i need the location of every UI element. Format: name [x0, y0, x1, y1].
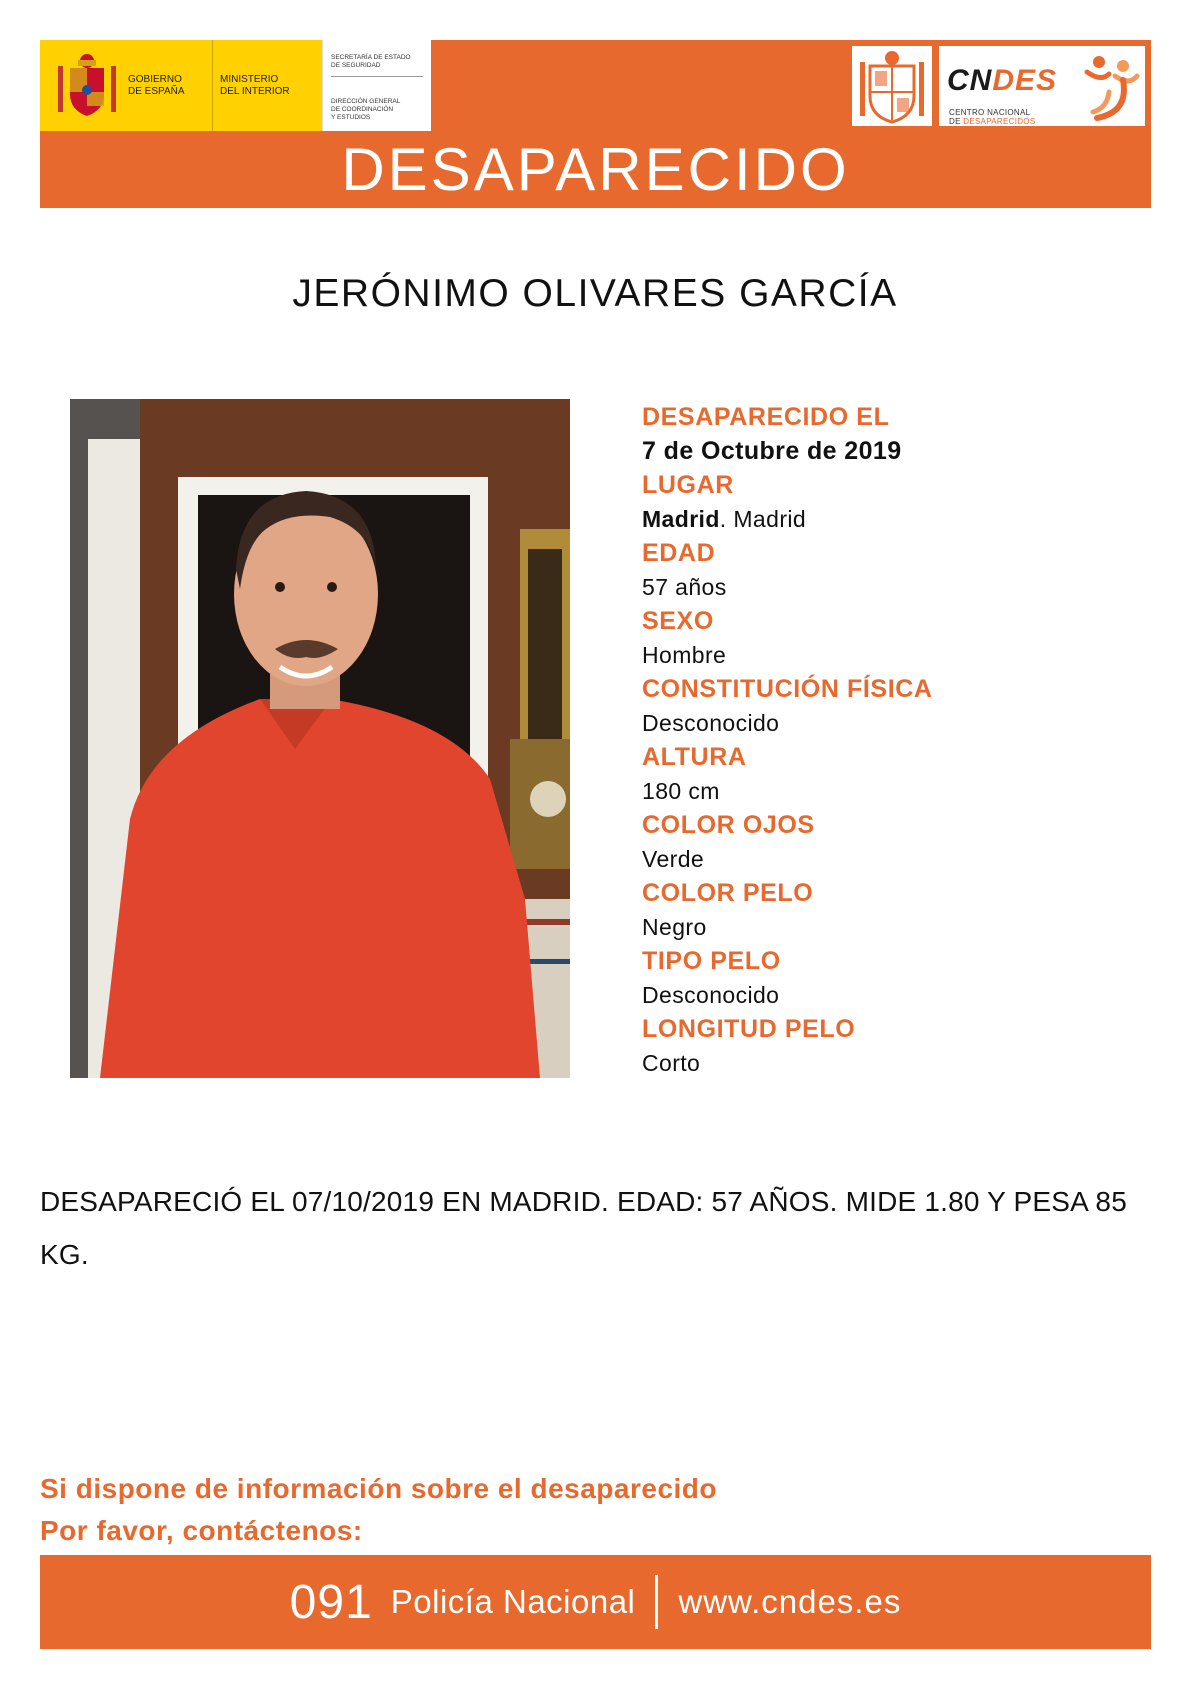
missing-since-value: 7 de Octubre de 2019	[642, 437, 902, 465]
summary-text: DESAPARECIÓ EL 07/10/2019 EN MADRID. EDAD: 57 AÑOS. MIDE 1.80 Y PESA 85 KG.	[40, 1186, 1127, 1270]
government-logo-block	[40, 40, 430, 131]
poster-title: DESAPARECIDO	[341, 136, 850, 203]
contact-message	[40, 1468, 717, 1552]
eye-color-label: COLOR OJOS	[642, 811, 815, 839]
missing-since-label: DESAPARECIDO EL	[642, 403, 890, 431]
footer-banner	[40, 1555, 1151, 1649]
cndes-subtitle: CENTRO NACIONAL DE DESAPARECIDOS	[949, 108, 1036, 126]
sex-value: Hombre	[642, 642, 727, 668]
age-label: EDAD	[642, 539, 716, 567]
divider	[655, 1575, 658, 1629]
details-panel	[642, 400, 1162, 1080]
build-label: CONSTITUCIÓN FÍSICA	[642, 675, 933, 703]
hair-type-label: TIPO PELO	[642, 947, 781, 975]
place-value	[642, 502, 1162, 536]
hair-length-value: Corto	[642, 1050, 701, 1076]
person-name: JERÓNIMO OLIVARES GARCÍA	[292, 272, 898, 315]
hair-type-value: Desconocido	[642, 982, 780, 1008]
place-region: . Madrid	[719, 506, 807, 532]
government-label: GOBIERNO DE ESPAÑA	[128, 74, 185, 97]
secretariat-block	[322, 40, 431, 131]
spain-coat-of-arms-icon	[56, 52, 118, 120]
sex-label: SEXO	[642, 607, 714, 635]
header-banner	[40, 40, 1151, 208]
cndes-figures-icon	[1079, 52, 1141, 122]
hair-color-label: COLOR PELO	[642, 879, 814, 907]
cndes-wordmark: CNDES	[947, 64, 1058, 97]
secretariat-label: SECRETARÍA DE ESTADO DE SEGURIDAD	[331, 54, 411, 69]
place-city: Madrid	[642, 506, 720, 532]
place-label: LUGAR	[642, 471, 734, 499]
hair-color-value: Negro	[642, 914, 707, 940]
contact-line-2: Por favor, contáctenos:	[40, 1515, 363, 1546]
divider	[331, 76, 423, 77]
height-value: 180 cm	[642, 778, 720, 804]
phone-number[interactable]: 091	[289, 1575, 373, 1629]
directorate-label: DIRECCIÓN GENERAL DE COORDINACIÓN Y ESTUDIOS	[331, 98, 401, 121]
cndes-logo	[939, 46, 1145, 126]
height-label: ALTURA	[642, 743, 747, 771]
agency-name: Policía Nacional	[390, 1583, 636, 1620]
person-photo	[70, 399, 570, 1078]
eye-color-value: Verde	[642, 846, 705, 872]
contact-line-1: Si dispone de información sobre el desaparecido	[40, 1473, 718, 1504]
website-link[interactable]: www.cndes.es	[678, 1583, 902, 1620]
hair-length-label: LONGITUD PELO	[642, 1015, 856, 1043]
age-value: 57 años	[642, 574, 727, 600]
ministry-label: MINISTERIO DEL INTERIOR	[220, 74, 290, 97]
build-value: Desconocido	[642, 710, 780, 736]
cndes-coat-of-arms-icon	[852, 46, 932, 126]
divider	[212, 40, 213, 131]
